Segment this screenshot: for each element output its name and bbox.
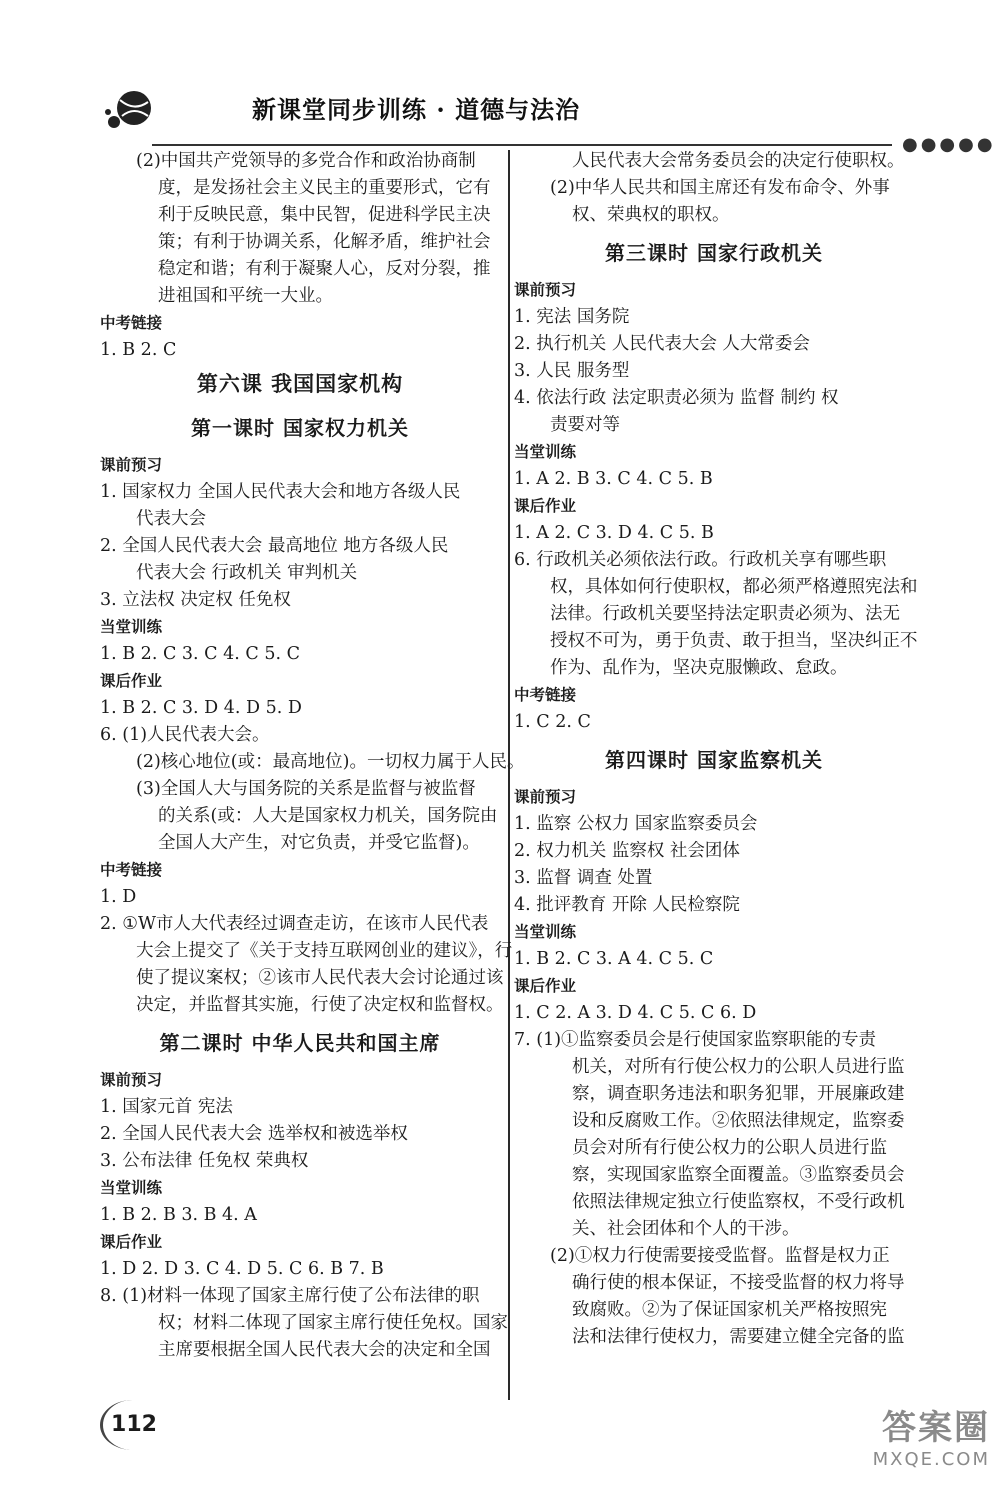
answer-line: 确行使的根本保证，不接受监督的权力将导	[572, 1273, 905, 1293]
section-label: 课前预习	[514, 788, 577, 806]
answer-line: 6. 行政机关必须依法行政。行政机关享有哪些职	[514, 550, 887, 570]
watermark-url: MXQE.COM	[872, 1449, 990, 1470]
answer-line: 察，调查职务违法和职务犯罪，开展廉政建	[572, 1084, 905, 1104]
answer-line: 察，实现国家监察全面覆盖。③监察委员会	[572, 1165, 905, 1185]
answer-line: 权；材料二体现了国家主席行使任免权。国家	[158, 1313, 508, 1333]
header-rule	[152, 144, 892, 146]
answer-line: 全国人大产生，对它负责，并受它监督)。	[158, 833, 480, 853]
answer-line: 度，是发扬社会主义民主的重要形式，它有	[158, 178, 491, 198]
answer-line: 6. (1)人民代表大会。	[100, 725, 270, 745]
answer-line: 关、社会团体和个人的干涉。	[572, 1219, 800, 1239]
answer-line: 1. B 2. C 3. C 4. C 5. C	[100, 644, 300, 664]
section-label: 课前预习	[100, 1071, 163, 1089]
answer-line: 2. 执行机关 人民代表大会 人大常委会	[514, 334, 810, 354]
answer-line: 法律。行政机关要坚持法定职责必须为、法无	[550, 604, 900, 624]
answer-line: 利于反映民意，集中民智，促进科学民主决	[158, 205, 491, 225]
answer-line: 机关，对所有行使公权力的公职人员进行监	[572, 1057, 905, 1077]
answer-line: 使了提议案权；②该市人民代表大会讨论通过该	[136, 968, 504, 988]
answer-line: 1. B 2. C 3. A 4. C 5. C	[514, 949, 714, 969]
header-title: 新课堂同步训练 · 道德与法治	[252, 95, 581, 124]
section-label: 课前预习	[100, 456, 163, 474]
answer-line: 主席要根据全国人民代表大会的决定和全国	[158, 1340, 491, 1360]
answer-line: (2)核心地位(或：最高地位)。一切权力属于人民。	[136, 752, 525, 772]
answer-line: (2)中国共产党领导的多党合作和政治协商制	[136, 151, 476, 171]
answer-line: 3. 立法权 决定权 任免权	[100, 590, 291, 610]
answer-line: 1. C 2. C	[514, 712, 591, 732]
section-label: 课后作业	[100, 672, 163, 690]
section-label: 中考链接	[514, 686, 577, 704]
answer-line: (2)①权力行使需要接受监督。监督是权力正	[550, 1246, 890, 1266]
answer-line: 2. 全国人民代表大会 选举权和被选举权	[100, 1124, 408, 1144]
lesson-title: 第六课 我国国家机构	[196, 372, 404, 396]
left-column	[100, 148, 525, 1364]
section-label: 课后作业	[514, 977, 577, 995]
answer-line: 1. B 2. C 3. D 4. D 5. D	[100, 698, 302, 718]
answer-line: 权、荣典权的职权。	[572, 205, 730, 225]
section-label: 课后作业	[100, 1233, 163, 1251]
answer-line: 大会上提交了《关于支持互联网创业的建议》，行	[136, 941, 513, 961]
answer-line: 8. (1)材料一体现了国家主席行使了公布法律的职	[100, 1286, 480, 1306]
answer-line: 3. 公布法律 任免权 荣典权	[100, 1151, 309, 1171]
answer-line: 策；有利于协调关系，化解矛盾，维护社会	[158, 232, 491, 252]
answer-line: 1. B 2. B 3. B 4. A	[100, 1205, 257, 1225]
answer-line: (2)中华人民共和国主席还有发布命令、外事	[550, 178, 890, 198]
watermark-logo-text: 答案圈	[882, 1408, 990, 1448]
period-title: 第二课时 中华人民共和国主席	[159, 1031, 441, 1055]
answer-line: 2. ①W市人大代表经过调查走访，在该市人民代表	[100, 914, 489, 934]
section-label: 当堂训练	[514, 923, 577, 941]
period-title: 第四课时 国家监察机关	[605, 748, 823, 772]
answer-line: 依照法律规定独立行使监察权，不受行政机	[572, 1192, 905, 1212]
section-label: 当堂训练	[514, 443, 577, 461]
right-column	[514, 148, 918, 1351]
answer-line: 1. D 2. D 3. C 4. D 5. C 6. B 7. B	[100, 1259, 384, 1279]
answer-line: 设和反腐败工作。②依照法律规定，监察委	[572, 1111, 905, 1131]
answer-line: 2. 权力机关 监察权 社会团体	[514, 841, 740, 861]
answer-line: 1. A 2. B 3. C 4. C 5. B	[514, 469, 713, 489]
answer-line: 作为、乱作为，坚决克服懒政、怠政。	[550, 658, 848, 678]
ball-logo-icon	[104, 86, 152, 134]
answer-line: 稳定和谐；有利于凝聚人心，反对分裂，推	[158, 259, 491, 279]
answer-line: (3)全国人大与国务院的关系是监督与被监督	[136, 779, 476, 799]
answer-line: 1. A 2. C 3. D 4. C 5. B	[514, 523, 714, 543]
answer-line: 1. 国家权力 全国人民代表大会和地方各级人民	[100, 482, 461, 502]
period-title: 第一课时 国家权力机关	[191, 416, 409, 440]
answer-line: 法和法律行使权力，需要建立健全完备的监	[572, 1327, 905, 1347]
answer-line: 授权不可为，勇于负责、敢于担当，坚决纠正不	[550, 631, 918, 651]
watermark	[760, 1400, 990, 1480]
answer-line: 3. 监督 调查 处置	[514, 868, 653, 888]
answer-line: 1. C 2. A 3. D 4. C 5. C 6. D	[514, 1003, 757, 1023]
period-title: 第三课时 国家行政机关	[605, 241, 823, 265]
answer-line: 人民代表大会常务委员会的决定行使职权。	[572, 151, 905, 171]
answer-line: 1. 宪法 国务院	[514, 307, 630, 327]
answer-line: 代表大会	[136, 509, 206, 529]
answer-line: 2. 全国人民代表大会 最高地位 地方各级人民	[100, 536, 449, 556]
answer-line: 责要对等	[550, 415, 620, 435]
section-label: 中考链接	[100, 861, 163, 879]
answer-line: 4. 依法行政 法定职责必须为 监督 制约 权	[514, 388, 839, 408]
section-label: 当堂训练	[100, 618, 163, 636]
answer-line: 代表大会 行政机关 审判机关	[136, 563, 358, 583]
header-dots: ●●●●●	[902, 134, 996, 155]
answer-line: 致腐败。②为了保证国家机关严格按照宪	[572, 1300, 887, 1320]
section-label: 课前预习	[514, 281, 577, 299]
answer-line: 1. 监察 公权力 国家监察委员会	[514, 814, 758, 834]
answer-line: 决定，并监督其实施，行使了决定权和监督权。	[136, 995, 504, 1015]
section-label: 课后作业	[514, 497, 577, 515]
answer-line: 员会对所有行使公权力的公职人员进行监	[572, 1138, 887, 1158]
answer-line: 4. 批评教育 开除 人民检察院	[514, 895, 740, 915]
answer-line: 1. B 2. C	[100, 340, 177, 360]
answer-line: 1. 国家元首 宪法	[100, 1097, 233, 1117]
section-label: 当堂训练	[100, 1179, 163, 1197]
answer-line: 权，具体如何行使职权，都必须严格遵照宪法和	[550, 577, 918, 597]
answer-line: 1. D	[100, 887, 137, 907]
answer-line: 3. 人民 服务型	[514, 361, 630, 381]
section-label: 中考链接	[100, 314, 163, 332]
answer-line: 进祖国和平统一大业。	[158, 286, 333, 306]
answer-line: 7. (1)①监察委员会是行使国家监察职能的专责	[514, 1030, 877, 1050]
answer-line: 的关系(或：人大是国家权力机关，国务院由	[158, 806, 498, 826]
page-number: 112	[100, 1400, 165, 1450]
